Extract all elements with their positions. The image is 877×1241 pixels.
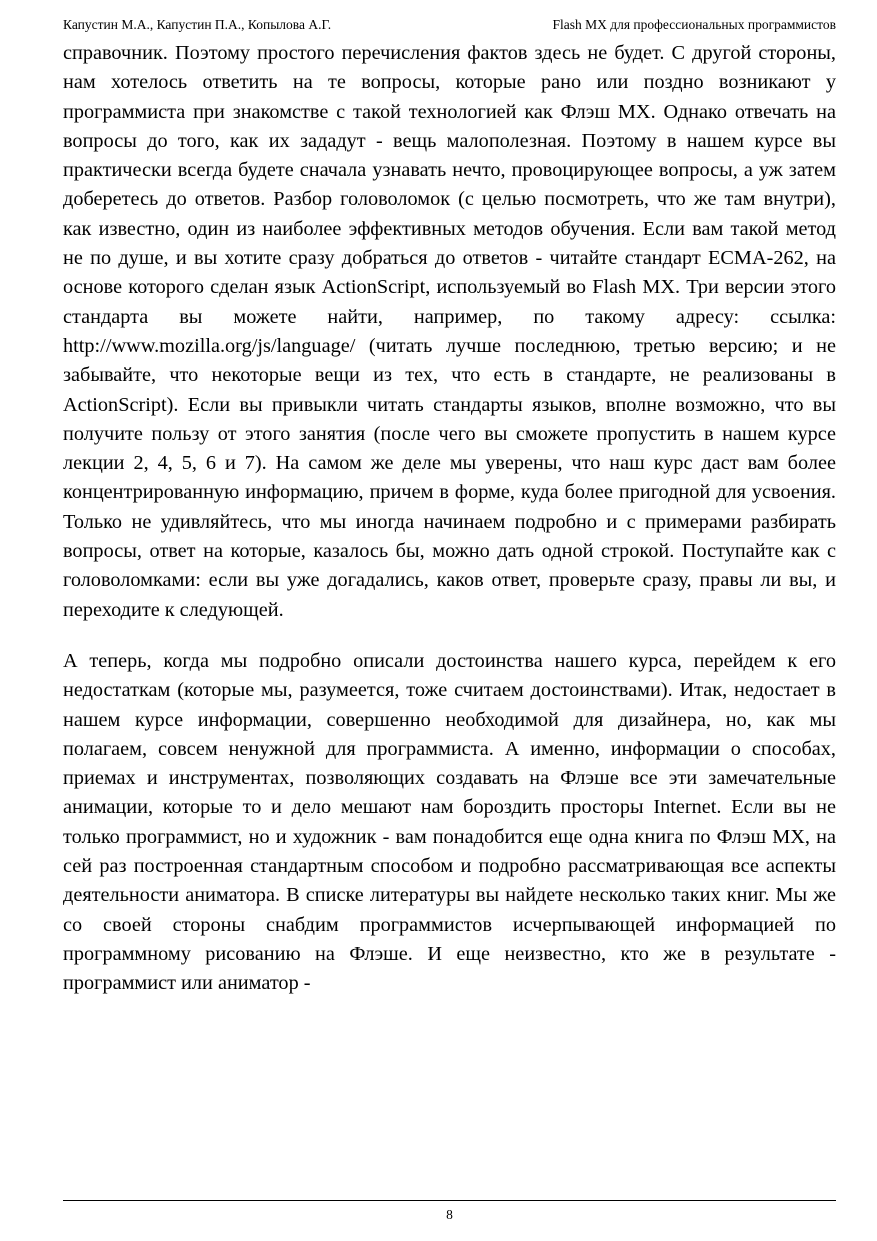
paragraph-spacer: [63, 625, 836, 647]
page-number: 8: [446, 1207, 453, 1222]
header-book-title: Flash MX для профессиональных программистов: [552, 17, 836, 32]
header-authors: Капустин М.А., Капустин П.А., Копылова А.Г.: [63, 17, 332, 32]
page-header: [63, 15, 836, 35]
footer-divider: [63, 1200, 836, 1201]
paragraph-1: справочник. Поэтому простого перечисления фактов здесь не будет. С другой стороны, нам хотелось ответить на те вопросы, которые рано или поздно возникают у программиста при знакомстве с такой технологией как Флэш MX. Однако отвечать на вопросы до того, как их зададут - вещь малополезная. Поэтому в нашем курсе вы практически всегда будете сначала узнавать нечто, провоцирующее вопросы, а уж затем доберетесь до ответов. Разбор головоломок (с целью посмотреть, что же там внутри), как известно, один из наиболее эффективных методов обучения. Если вам такой метод не по душе, и вы хотите сразу добраться до ответов - читайте стандарт ECMA-262, на основе которого сделан язык ActionScript, используемый во Flash MX. Три версии этого стандарта вы можете найти, например, по такому адресу: ссылка: http://www.mozilla.org/js/language/ (читать лучше последнюю, третью версию; и не забывайте, что некоторые вещи из тех, что есть в стандарте, не реализованы в ActionScript). Если вы привыкли читать стандарты языков, вполне возможно, что вы получите пользу от этого занятия (после чего вы сможете пропустить в нашем курсе лекции 2, 4, 5, 6 и 7). На самом же деле мы уверены, что наш курс даст вам более концентрированную информацию, причем в форме, куда более пригодной для усвоения. Только не удивляйтесь, что мы иногда начинаем подробно и с примерами разбирать вопросы, ответ на которые, казалось бы, можно дать одной строкой. Поступайте как с головоломками: если вы уже догадались, каков ответ, проверьте сразу, правы ли вы, и переходите к следующей.: [63, 42, 836, 621]
body-text: [63, 39, 836, 999]
paragraph-2: А теперь, когда мы подробно описали достоинства нашего курса, перейдем к его недостаткам (которые мы, разумеется, тоже считаем достоинствами). Итак, недостает в нашем курсе информации, совершенно необходимой для дизайнера, но, как мы полагаем, совсем ненужной для программиста. А именно, информации о способах, приемах и инструментах, позволяющих создавать на Флэше все эти замечательные анимации, которые то и дело мешают нам бороздить просторы Internet. Если вы не только программист, но и художник - вам понадобится еще одна книга по Флэш MX, на сей раз построенная стандартным способом и подробно рассматривающая все аспекты деятельности аниматора. В списке литературы вы найдете несколько таких книг. Мы же со своей стороны снабдим программистов исчерпывающей информацией по программному рисованию на Флэше. И еще неизвестно, кто же в результате - программист или аниматор -: [63, 649, 836, 995]
